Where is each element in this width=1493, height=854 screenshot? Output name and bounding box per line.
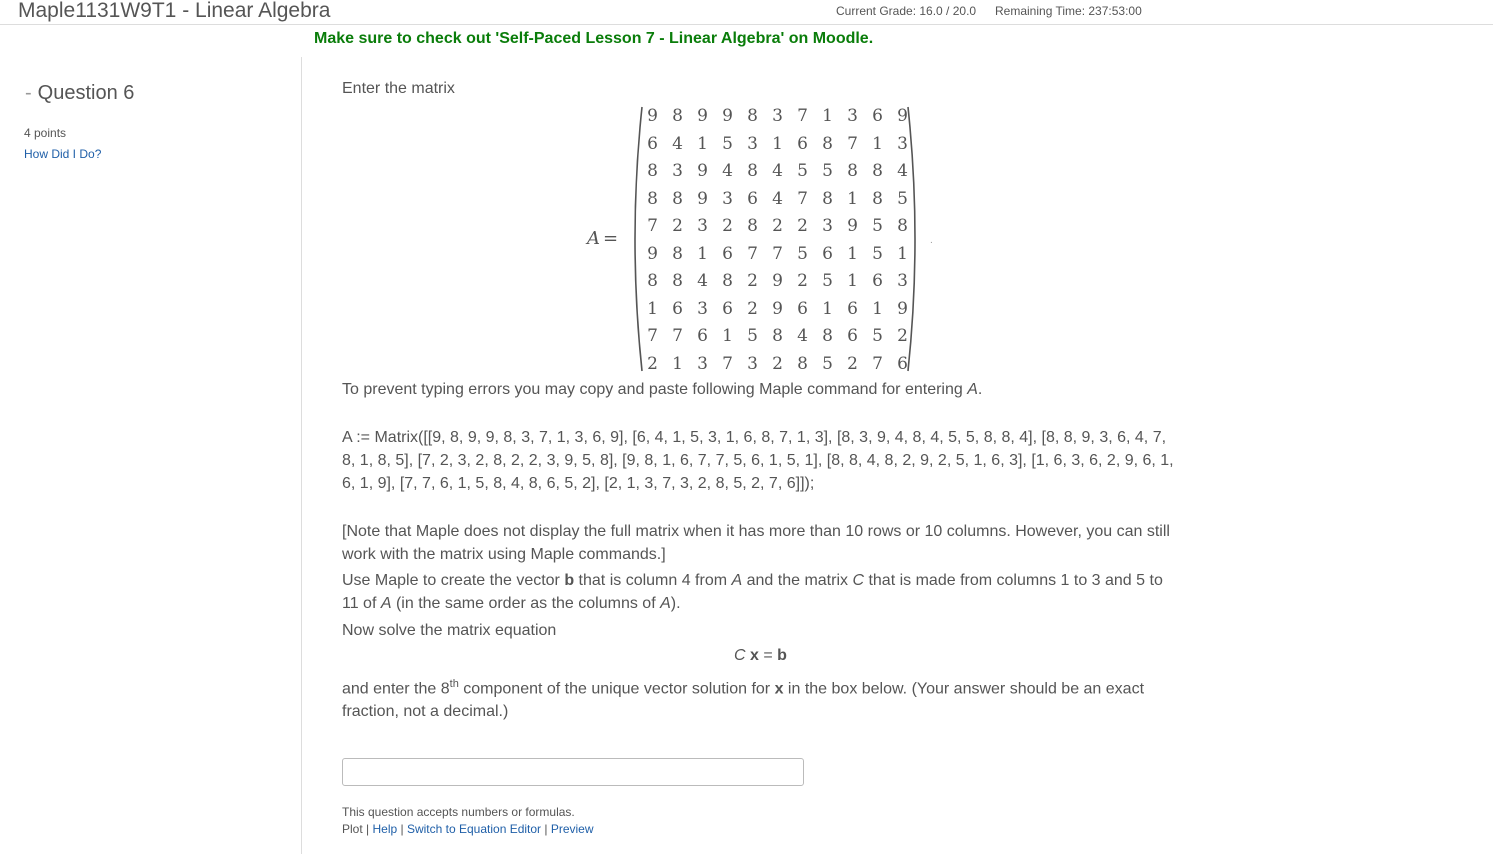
matrix-cell: 1 — [872, 133, 883, 154]
plot-link[interactable]: Plot — [342, 822, 363, 836]
instr-text: that is made from columns 1 to 3 and 5 to 11 of — [342, 572, 1163, 612]
matrix-cell: 9 — [772, 271, 783, 291]
matrix-cell: 4 — [697, 271, 708, 291]
matrix-label — [587, 228, 618, 249]
matrix-cell: 7 — [722, 353, 733, 374]
matrix-cell: 3 — [847, 106, 858, 126]
matrix-cell: 6 — [672, 298, 683, 319]
matrix-cell: 1 — [697, 243, 708, 264]
matrix-cell: 6 — [897, 353, 908, 374]
matrix-cell: 3 — [722, 188, 733, 209]
maple-note: [Note that Maple does not display the full matrix when it has more than 10 rows or 10 columns. However, you can still work with the matrix using Maple commands.] — [342, 523, 1170, 563]
question-points: 4 points — [24, 126, 67, 140]
matrix-cell: 9 — [722, 106, 733, 126]
matrix-cell: 2 — [722, 216, 733, 236]
matrix-cell: 2 — [747, 271, 758, 291]
matrix-cell: 8 — [847, 161, 858, 181]
matrix-cell: 6 — [697, 326, 708, 346]
instr-A: A — [731, 572, 743, 589]
answer-input[interactable] — [342, 758, 804, 786]
maple-command: A := Matrix([[9, 8, 9, 9, 8, 3, 7, 1, 3, 6, 9], [6, 4, 1, 5, 3, 1, 6, 8, 7, 1, 3], [8, 3, 9, 4, 8, 4, 5, 5, 8, 8, 4], [8, 8, 9, 3, 6, 4, 7, 8, 1, 8, 5], [7, 2, 3, 2, 8, 2, 2, 3, 9, 5, 8], [9, 8, 1, 6, 7, 7, 5, 6, 1, 5, 1], [8, 8, 4, 8, 2, 9, 2, 5, 1, 6, 3], [1, 6, 3, 6, 2, 9, 6, 1, 6, 1, 9], [7, 7, 6, 1, 5, 8, 4, 8, 6, 5, 2], [2, 1, 3, 7, 3, 2, 8, 5, 2, 7, 6]]); — [342, 429, 1174, 492]
matrix-cell: 6 — [847, 298, 858, 319]
matrix-cell: 4 — [772, 188, 783, 209]
matrix-cell: 9 — [897, 298, 908, 319]
matrix-cell: 4 — [897, 161, 908, 181]
instr-A: A — [660, 595, 671, 612]
matrix-cell: 8 — [797, 353, 808, 374]
enter-sup: th — [449, 678, 459, 690]
matrix-cell: 1 — [847, 271, 858, 291]
matrix-cell: 7 — [647, 216, 658, 236]
task-instructions — [342, 569, 1182, 615]
matrix-cell: 9 — [647, 106, 658, 126]
enter-text: component of the unique vector solution for — [458, 680, 775, 698]
matrix-cell: 8 — [747, 106, 758, 126]
matrix-cell: 8 — [872, 161, 883, 181]
matrix-cell: 8 — [722, 271, 733, 291]
assignment-title: Maple1131W9T1 - Linear Algebra — [18, 0, 331, 22]
matrix-cell: 7 — [647, 326, 658, 346]
matrix-grid — [640, 103, 915, 378]
enter-text: in the box below. (Your answer should be an exact fraction, not a decimal.) — [342, 680, 1145, 721]
matrix-A — [630, 103, 920, 375]
sidebar-divider — [301, 57, 302, 854]
matrix-cell: 6 — [747, 188, 758, 209]
matrix-cell: 8 — [672, 271, 683, 291]
matrix-cell: 2 — [847, 353, 858, 374]
solve-text: Now solve the matrix equation — [342, 622, 557, 639]
instr-text: ). — [670, 595, 681, 612]
matrix-cell: 5 — [872, 326, 883, 346]
matrix-cell: 8 — [647, 161, 658, 181]
matrix-cell: 6 — [722, 298, 733, 319]
matrix-cell: 4 — [772, 161, 783, 181]
copy-instructions — [342, 378, 1182, 401]
matrix-cell: 2 — [772, 216, 783, 236]
matrix-cell: 6 — [797, 298, 808, 319]
how-did-i-do-link[interactable]: How Did I Do? — [24, 147, 102, 161]
matrix-cell: 4 — [672, 133, 683, 154]
current-grade: Current Grade: 16.0 / 20.0 — [836, 4, 977, 18]
trailing-dot: . — [930, 235, 933, 246]
matrix-cell: 5 — [822, 271, 833, 291]
matrix-cell: 3 — [897, 133, 908, 154]
matrix-cell: 8 — [897, 216, 908, 236]
eq-equals: = — [758, 647, 778, 664]
matrix-cell: 1 — [722, 326, 733, 346]
matrix-cell: 3 — [772, 106, 783, 126]
matrix-cell: 8 — [822, 326, 833, 346]
matrix-cell: 1 — [872, 298, 883, 319]
matrix-cell: 7 — [772, 243, 783, 264]
matrix-cell: 2 — [672, 216, 683, 236]
matrix-cell: 1 — [822, 106, 833, 126]
instr-text: (in the same order as the columns of — [391, 595, 661, 612]
matrix-cell: 8 — [672, 106, 683, 126]
matrix-cell: 8 — [772, 326, 783, 346]
top-bar — [0, 0, 1493, 25]
matrix-cell: 7 — [797, 188, 808, 209]
matrix-cell: 3 — [897, 271, 908, 291]
help-link[interactable]: Help — [372, 822, 398, 836]
matrix-cell: 9 — [772, 298, 783, 319]
matrix-cell: 8 — [872, 188, 883, 209]
matrix-cell: 6 — [847, 326, 858, 346]
instr-b: b — [564, 572, 575, 589]
instr-text: and the matrix — [742, 572, 853, 589]
accepts-formulas-text: This question accepts numbers or formulas. — [342, 805, 575, 819]
matrix-cell: 5 — [822, 161, 833, 181]
equation-editor-link[interactable]: Switch to Equation Editor — [406, 822, 542, 836]
matrix-cell: 6 — [647, 133, 658, 154]
matrix-cell: 8 — [822, 133, 833, 154]
moodle-notice: Make sure to check out 'Self-Paced Lesson 7 - Linear Algebra' on Moodle. — [314, 30, 874, 47]
instr-C: C — [852, 572, 865, 589]
instr-text: that is column 4 from — [574, 572, 732, 589]
matrix-cell: 1 — [697, 133, 708, 154]
matrix-cell: 3 — [747, 353, 758, 374]
copy-text: To prevent typing errors you may copy and paste following Maple command for entering — [342, 381, 968, 398]
matrix-cell: 2 — [797, 271, 808, 291]
matrix-cell: 2 — [747, 298, 758, 319]
answer-instructions — [342, 673, 1182, 723]
matrix-cell: 5 — [722, 133, 733, 154]
matrix-cell: 1 — [647, 298, 658, 319]
enter-text: and enter the 8 — [342, 680, 450, 698]
matrix-name: A — [587, 228, 600, 249]
instr-A: A — [380, 595, 392, 612]
matrix-cell: 2 — [897, 326, 908, 346]
matrix-cell: 7 — [797, 106, 808, 126]
matrix-cell: 2 — [647, 353, 658, 374]
separator: | — [362, 822, 373, 836]
matrix-cell: 1 — [897, 243, 908, 264]
matrix-cell: 7 — [847, 133, 858, 154]
matrix-cell: 1 — [772, 133, 783, 154]
remaining-time: Remaining Time: 237:53:00 — [995, 4, 1142, 18]
matrix-cell: 6 — [872, 106, 883, 126]
matrix-cell: 3 — [697, 353, 708, 374]
matrix-cell: 9 — [697, 161, 708, 181]
matrix-cell: 3 — [697, 298, 708, 319]
matrix-cell: 9 — [647, 243, 658, 264]
eq-x: x — [750, 647, 759, 664]
matrix-cell: 6 — [822, 243, 833, 264]
matrix-cell: 4 — [722, 161, 733, 181]
copy-text-end: . — [977, 381, 983, 398]
matrix-cell: 3 — [697, 216, 708, 236]
matrix-cell: 1 — [847, 243, 858, 264]
matrix-cell: 9 — [697, 106, 708, 126]
matrix-prompt: Enter the matrix — [342, 80, 455, 97]
preview-link[interactable]: Preview — [550, 822, 594, 836]
matrix-cell: 8 — [647, 271, 658, 291]
matrix-cell: 3 — [747, 133, 758, 154]
matrix-cell: 2 — [797, 216, 808, 236]
matrix-cell: 9 — [697, 188, 708, 209]
matrix-cell: 1 — [672, 353, 683, 374]
matrix-equation — [734, 647, 787, 665]
matrix-cell: 3 — [672, 161, 683, 181]
matrix-cell: 5 — [747, 326, 758, 346]
matrix-cell: 7 — [747, 243, 758, 264]
matrix-cell: 8 — [747, 216, 758, 236]
collapse-dash-icon[interactable]: - — [25, 82, 32, 104]
separator: | — [541, 822, 551, 836]
matrix-cell: 5 — [797, 243, 808, 264]
matrix-cell: 6 — [722, 243, 733, 264]
matrix-cell: 9 — [897, 106, 908, 126]
matrix-cell: 1 — [822, 298, 833, 319]
matrix-cell: 9 — [847, 216, 858, 236]
matrix-cell: 4 — [797, 326, 808, 346]
matrix-cell: 5 — [872, 216, 883, 236]
matrix-equals: = — [603, 228, 619, 249]
matrix-cell: 5 — [822, 353, 833, 374]
matrix-cell: 5 — [872, 243, 883, 264]
matrix-cell: 5 — [797, 161, 808, 181]
enter-x: x — [774, 680, 784, 698]
question-title: Question 6 — [37, 82, 135, 104]
matrix-cell: 7 — [872, 353, 883, 374]
matrix-cell: 3 — [822, 216, 833, 236]
separator: | — [397, 822, 407, 836]
matrix-cell: 6 — [872, 271, 883, 291]
matrix-cell: 7 — [672, 326, 683, 346]
matrix-cell: 8 — [672, 188, 683, 209]
matrix-cell: 2 — [772, 353, 783, 374]
matrix-cell: 8 — [672, 243, 683, 264]
eq-b: b — [777, 647, 787, 664]
matrix-cell: 6 — [797, 133, 808, 154]
matrix-cell: 1 — [847, 188, 858, 209]
copy-var: A — [967, 381, 978, 398]
answer-tools — [342, 822, 594, 836]
eq-C: C — [734, 647, 746, 664]
matrix-cell: 8 — [747, 161, 758, 181]
matrix-cell: 8 — [647, 188, 658, 209]
matrix-cell: 5 — [897, 188, 908, 209]
instr-text: Use Maple to create the vector — [342, 572, 565, 589]
matrix-cell: 8 — [822, 188, 833, 209]
question-heading[interactable] — [25, 82, 134, 105]
